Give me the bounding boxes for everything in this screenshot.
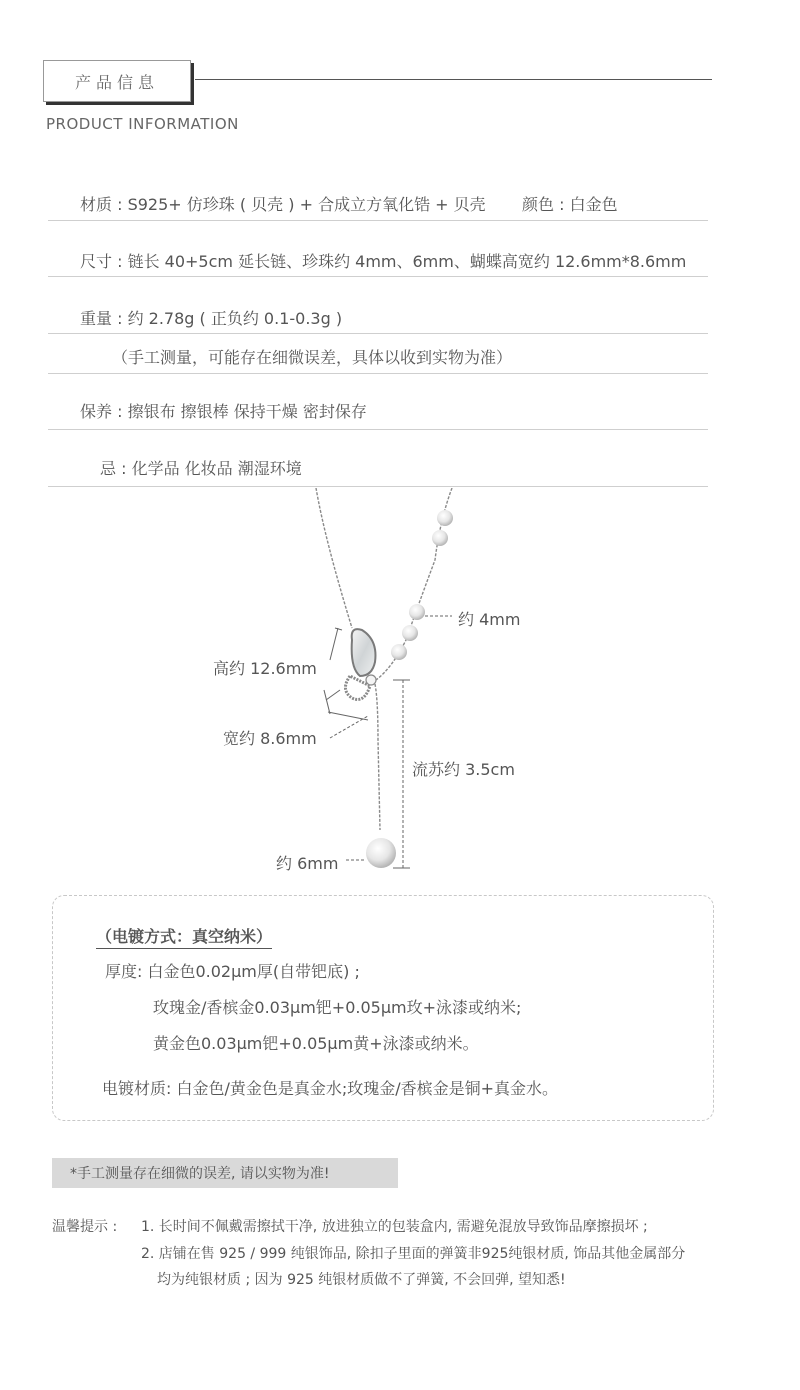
tips-item-2b: 均为纯银材质 ; 因为 925 纯银材质做不了弹簧, 不会回弹, 望知悉! [157, 1272, 566, 1288]
label-pearl-small: 约 4mm [458, 610, 521, 629]
header-divider [195, 79, 712, 80]
pearl-icon [437, 510, 453, 526]
section-title-en: PRODUCT INFORMATION [46, 115, 239, 133]
width-measure-line [326, 690, 340, 700]
spec-care: 保养 : 擦银布 擦银棒 保持干燥 密封保存 [80, 402, 367, 421]
plating-thickness-2: 玫瑰金/香槟金0.03μm钯+0.05μm玫+泳漆或纳米; [153, 998, 522, 1017]
plating-title: （电镀方式：真空纳米） [96, 924, 272, 949]
tips-item-1: 1. 长时间不佩戴需擦拭干净, 放进独立的包装盒内, 需避免混放导致饰品摩擦损坏 ; [141, 1219, 648, 1235]
section-title-cn: 产品信息 [74, 72, 159, 92]
label-tassel: 流苏约 3.5cm [412, 760, 515, 779]
tassel-chain [375, 684, 380, 830]
drop-pearl-icon [366, 838, 396, 868]
pearl-icon [402, 625, 418, 641]
measurement-note-banner [52, 1158, 398, 1188]
spec-divider [48, 333, 708, 334]
chain-left [316, 488, 352, 628]
spec-divider [48, 373, 708, 374]
plating-material: 电镀材质: 白金色/黄金色是真金水;玫瑰金/香槟金是铜+真金水。 [102, 1079, 559, 1098]
label-width: 宽约 8.6mm [223, 729, 317, 748]
spec-divider [48, 220, 708, 221]
height-measure-line [330, 628, 338, 660]
spec-avoid: 忌 : 化学品 化妆品 潮湿环境 [100, 459, 302, 478]
center-crystal-icon [366, 675, 376, 685]
spec-weight: 重量 : 约 2.78g ( 正负约 0.1-0.3g ) [80, 309, 343, 328]
spec-color: 颜色 : 白金色 [522, 195, 618, 214]
label-height: 高约 12.6mm [213, 659, 317, 678]
spec-divider [48, 429, 708, 430]
measurement-note-text: *手工测量存在细微的误差, 请以实物为准! [70, 1166, 330, 1182]
spec-size: 尺寸 : 链长 40+5cm 延长链、珍珠约 4mm、6mm、蝴蝶高宽约 12.6mm*8.6mm [80, 252, 687, 271]
tips-label: 温馨提示 : [52, 1219, 118, 1235]
spec-divider [48, 276, 708, 277]
spec-weight-note: （手工测量，可能存在细微误差，具体以收到实物为准） [112, 348, 513, 367]
label-pearl-large: 约 6mm [276, 854, 339, 873]
spec-divider [48, 486, 708, 487]
butterfly-shell-wing-icon [352, 629, 376, 676]
pearl-icon [391, 644, 407, 660]
tips-item-2a: 2. 店铺在售 925 / 999 纯银饰品, 除扣子里面的弹簧非925纯银材质, 饰品其他金属部分 [141, 1246, 686, 1262]
pearl-icon [432, 530, 448, 546]
pearl-icon [409, 604, 425, 620]
spec-material: 材质 : S925+ 仿珍珠 ( 贝壳 ) + 合成立方氧化锆 + 贝壳 [80, 195, 486, 214]
plating-thickness-3: 黄金色0.03μm钯+0.05μm黄+泳漆或纳米。 [153, 1034, 479, 1053]
plating-thickness-1: 厚度: 白金色0.02μm厚(自带钯底) ; [105, 962, 360, 981]
section-header-box [43, 60, 191, 102]
necklace-illustration [200, 488, 560, 888]
